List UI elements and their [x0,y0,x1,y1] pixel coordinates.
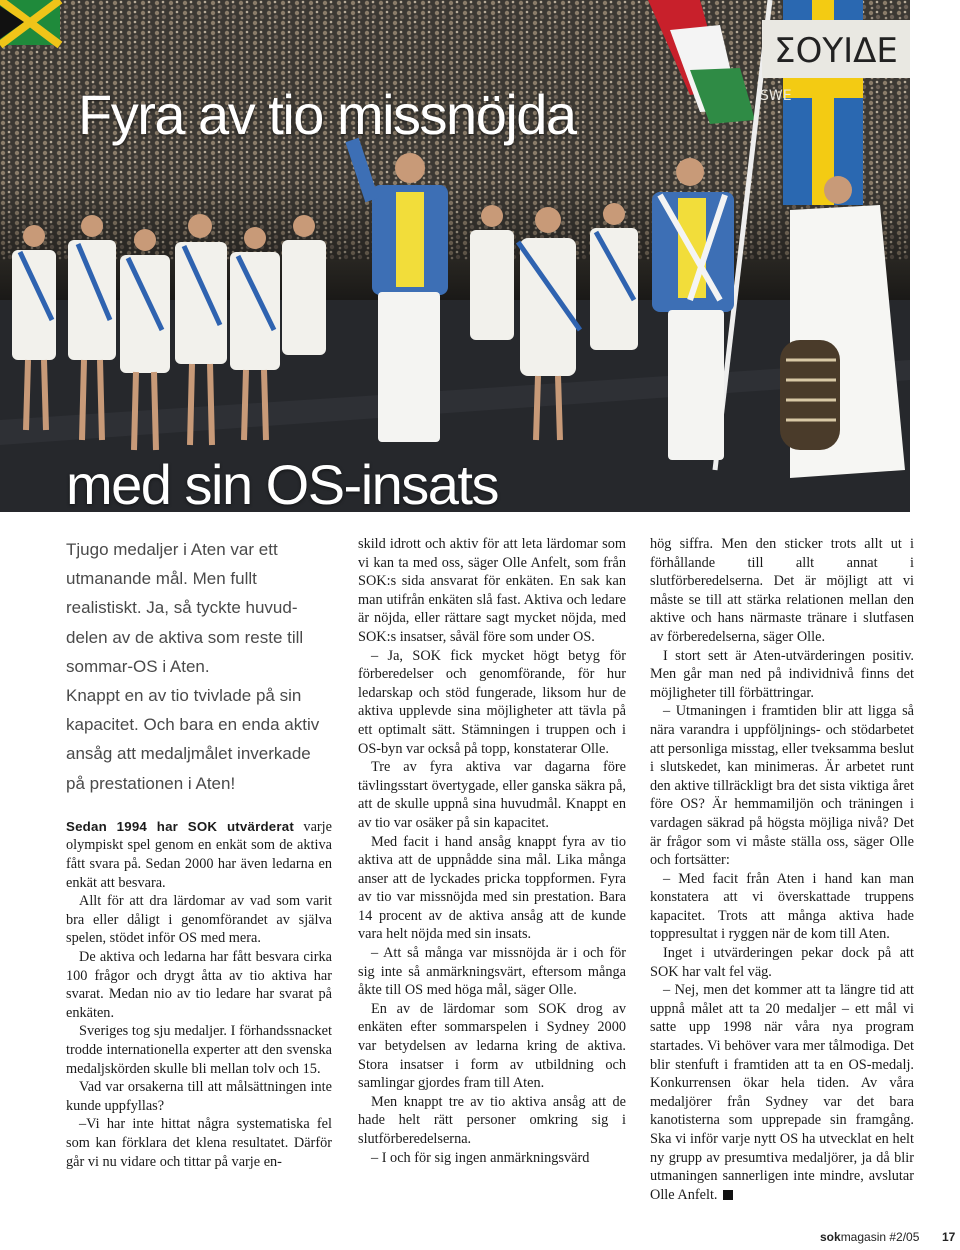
body-paragraph: –Vi har inte hittat några systematiska fel som kan förklara det klena resultatet. Därför går vi nu vidare och tittar på varje en- [66,1116,332,1170]
body-paragraph: Vad var orsakerna till att målsättningen inte kunde uppfyllas? [66,1079,332,1114]
sign-greek-text: ΣΟΥΙΔΕ [774,31,898,71]
page-number: 17 [942,1230,956,1244]
lead-bold-text: Sedan 1994 har SOK utvärderat [66,818,294,834]
body-paragraph: hög siffra. Men den sticker trots allt ut i förhållande till allt annat i slutförberedelserna. Det är möjligt att vi måste se till att stärka relationen mellan den aktive och hans närmaste tränare i slutfasen av förberedelserna, säger Olle. [650,536,914,645]
body-paragraph: Tre av fyra aktiva var dagarna före tävlingsstart övertygade, eller ganska säkra på, att de skulle uppnå sina huvudmål. Knappt en av tio var osäker på sin kapacitet. [358,759,626,831]
ingress-line: ansåg att medaljmålet inverkade [66,744,311,764]
hero-photo [0,0,910,512]
ingress-line: sommar-OS i Aten. [66,656,210,676]
article-column-2 [358,535,626,1167]
body-paragraph: Allt för att dra lärdomar av vad som varit bra eller dåligt i genomförandet av själva spelen, stödet inför OS med mera. [66,893,332,947]
final-paragraph-text: – Nej, men det kommer att ta längre tid att uppnå målet att ta 20 medaljer – ett mål vi satte upp 1998 när våra nya program startades. Vi behöver vara mer tålmodiga. Det blir stenfuft i framtiden att ta en OS-medalj. Konkurrensen ökar hela tiden. Av våra medaljörer från Sydney var det bara kanotisterna som upprepade sin framgång. Ska vi inför varje nytt OS ha utvecklat en helt ny grupp av presumtiva medaljörer, ja då blir utmaningen sannerligen inte mindre, avslutar Olle Anfelt. [650,982,914,1203]
body-paragraph: Inget i utvärderingen pekar dock på att SOK har valt fel väg. [650,945,914,980]
ingress-line: Knappt en av tio tvivlade på sin [66,686,302,706]
ingress [66,535,332,798]
body-paragraph: – Utmaningen i framtiden blir att ligga så nära varandra i uppföljnings- och stödarbetet att personliga misstag, eller tveksamma beslut i slutskedet, kan minimeras. Är arbetet runt den aktive tillräckligt bra det sista viktiga året före OS? Är hemmamiljön och träningen i vardagen säkrad på högsta möjliga nivå? Det är frågor som vi måste ställa oss, säger Olle och fortsätter: [650,703,914,869]
magazine-brand: sok [820,1230,841,1244]
sign-small-text: SWE [760,88,792,104]
lead-paragraph [66,818,332,892]
jamaica-flag [0,0,60,45]
ingress-line: realistiskt. Ja, så tyckte huvud- [66,598,298,618]
headline-line-1: Fyra av tio missnöjda [78,83,576,146]
headline-line-2: med sin OS-insats [66,453,498,512]
ingress-line: delen av de aktiva som reste till [66,627,304,647]
body-paragraph: skild idrott och aktiv för att leta lärdomar som vi kan ta med oss, säger Olle Anfelt, som från SOK:s sida ansvarat för enkäten. En sak kan man utifrån enkäten slå fast. Aktiva och ledare är nöjda, eller rättare sagt mycket nöjda, med SOK:s insatser, såväl före som under OS. [358,536,626,645]
ingress-line: kapacitet. Och bara en enda aktiv [66,715,320,735]
body-paragraph: Men knappt tre av tio aktiva ansåg att de hade helt rätt personer omkring sig i slutförberedelserna. [358,1093,626,1147]
magazine-issue: magasin #2/05 [840,1230,920,1244]
body-paragraph: I stort sett är Aten-utvärderingen positiv. Men går man ned på individnivå finns det möjligheter till förbättringar. [650,647,914,701]
lead-rest-text: varje olympiskt spel genom en enkät som de aktiva fått svara på. Sedan 2000 har även ledarna en enkät att besvara. [66,818,332,891]
body-paragraph: – Ja, SOK fick mycket högt betyg för förberedelser och genomförande, för hur ledarskap och stöd fungerade, liksom hur de aktiva upplevde sina möjligheter att tävla på ett optimalt sätt. Stämningen i truppen och i OS-byn var också på topp, konstaterar Olle. [358,647,626,757]
ingress-line: på prestationen i Aten! [66,773,236,793]
page-footer [820,1230,956,1244]
end-of-article-square-icon [723,1190,733,1200]
article-column-3 [650,535,914,1204]
final-paragraph [650,981,914,1204]
body-paragraph: – I och för sig ingen anmärkningsvärd [371,1149,590,1166]
body-paragraph: – Att så många var missnöjda är i och för sig inte så anmärkningsvärt, eftersom många åkte till OS med höga mål, säger Olle. [358,945,626,999]
body-paragraph: En av de lärdomar som SOK drog av enkäten efter sommarspelen i Sydney 2000 var betydelsen av ledarna kring de aktiva. Stora insatser i form av utbildning och samlingar gjordes fram till Aten. [358,1000,626,1092]
body-paragraph: Med facit i hand ansåg knappt fyra av tio aktiva att de uppnådde sina mål. Lika många anser att de lyckades pricka toppformen. Fyra av tio var missnöjda med sin prestation. Bara 14 procent av de aktiva ansåg att de kunde vara helt nöjda med sin insats. [358,833,626,943]
body-paragraph: De aktiva och ledarna har fått besvara cirka 100 frågor och drygt åtta av tio aktiva har svarat. Medan nio av tio ledare har svarat på enkäten. [66,948,332,1021]
body-paragraph: Sveriges tog sju medaljer. I förhandssnacket trodde internationella experter att den svenska medaljskörden skulle bli mellan tolv och 15. [66,1023,332,1077]
ceremony-illustration [0,0,910,512]
body-paragraph: – Med facit från Aten i hand kan man konstatera att vi överskattade truppens kapacitet. Trots att många aktiva hade toppresultat i ryggen när de kom till Aten. [650,870,914,943]
article-column-1 [66,535,332,1171]
ingress-line: utmanande mål. Men fullt [66,569,257,589]
ingress-line: Tjugo medaljer i Aten var ett [66,540,278,559]
